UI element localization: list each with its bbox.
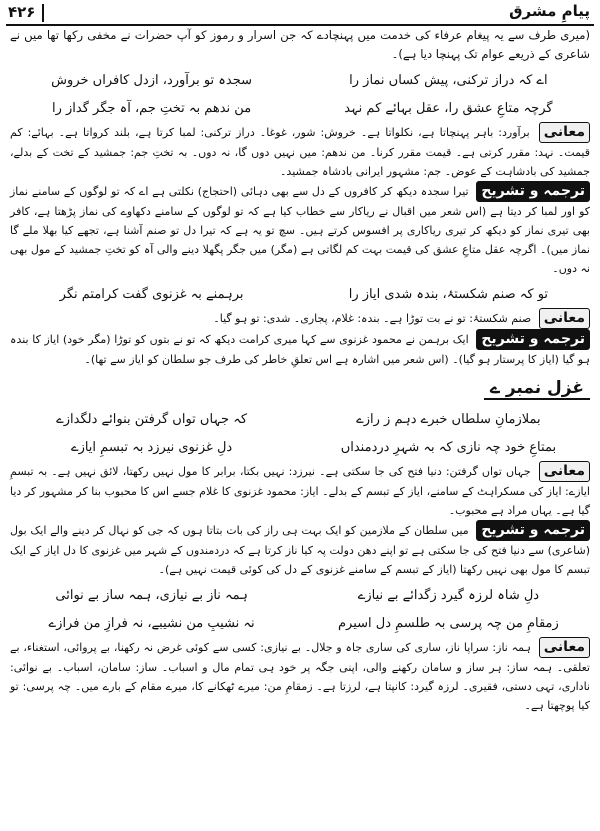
meanings-paragraph bbox=[10, 637, 590, 715]
verse-line: ہمہ ناز بے نیازی، ہمہ ساز بے نوائی bbox=[55, 588, 248, 603]
meanings-label: معانی bbox=[539, 308, 590, 329]
verse-line: سجدہ تو برآورد، ازدل کافراں خروش bbox=[51, 73, 253, 88]
verse-couplet bbox=[20, 437, 580, 459]
meanings-paragraph bbox=[10, 122, 590, 181]
translation-label: ترجمہ و تشریح bbox=[476, 329, 590, 350]
translation-paragraph bbox=[10, 329, 590, 369]
header-divider bbox=[42, 4, 44, 22]
verse-couplet bbox=[20, 98, 580, 120]
translation-text: میں سلطان کے ملازمین کو ایک بہت ہی راز کی بات بتاتا ہوں کہ جی کو نہال کر دینے والے ایک بول (شاعری) سے دنیا فتح کی جا سکتی ہے تو اپنے دھن دولت پہ کیا ناز کرتا ہے کہ دردمندوں کے شہر میں غزنوی کا دل ایاز کے ایک تبسم کا مول بھی نہیں رکھتا (ایاز کے تبسم کے سامنے غزنوی کے دل کی کوئی قیمت نہیں ہے)۔ bbox=[10, 524, 590, 576]
book-title: پیامِ مشرق bbox=[509, 2, 590, 20]
ghazal-heading-row bbox=[6, 377, 590, 403]
verse-line: زمقامِ من چہ پرسی بہ طلسمِ دل اسیرم bbox=[338, 616, 559, 631]
verse-line: بملازمانِ سلطاں خبرے دہم ز رازے bbox=[356, 412, 541, 427]
meanings-label: معانی bbox=[539, 637, 590, 658]
meanings-text: صنم شکستۂ: تو نے بت توڑا ہے۔ بندہ: غلام، پجاری۔ شدی: تو ہو گیا۔ bbox=[213, 312, 532, 325]
translation-text: تیرا سجدہ دیکھ کر کافروں کے دل سے بھی دہائی (احتجاج) نکلتی ہے اے کہ تو لوگوں کے سامنے نماز کو اور لمبا کر دیتا ہے (اس شعر میں اقبال نے ریاکار سے خطاب کیا ہے کہ تو لوگوں کے سامنے دکھاوے کی نماز پڑھتا ہے، کافر بھی تیری نماز کو دیکھ کر تیری ریاکاری پر افسوس کرتے ہیں۔ سچ تو یہ ہے کہ تیرا دل تو صنم آشنا ہے، تجھے کیا بھلا ملے گا نماز میں)۔ اگرچہ عقل متاعِ عشق کی قیمت بہت کم لگاتی ہے (مگر) میں جگر پگھلا دینے والی آہ کو تختِ جمشید کے مول بھی نہ دوں۔ bbox=[10, 185, 590, 275]
translation-text: ایک برہمن نے محمود غزنوی سے کہا میری کرامت دیکھ کہ تو نے بتوں کو توڑا (مگر خود) ایاز کا بندہ ہو گیا (ایاز کا پرستار ہو گیا)۔ (اس شعر میں اشارہ ہے اس تعلقِ خاطر کی طرف جو سلطان کو ایاز سے تھا)۔ bbox=[10, 333, 590, 366]
verse-line: دلِ شاہ لرزہ گیرد زگدائے بے نیازے bbox=[357, 588, 540, 603]
meanings-label: معانی bbox=[539, 122, 590, 143]
meanings-paragraph bbox=[10, 308, 590, 329]
translation-label: ترجمہ و تشریح bbox=[476, 520, 590, 541]
verse-couplet bbox=[20, 409, 580, 431]
verse-couplet bbox=[20, 613, 580, 635]
translation-paragraph bbox=[10, 181, 590, 278]
verse-couplet bbox=[20, 585, 580, 607]
verse-line: نہ نشیبِ من نشیبے، نہ فرازِ من فرازے bbox=[48, 616, 255, 631]
verse-couplet bbox=[20, 70, 580, 92]
meanings-text: ہمہ ناز: سراپا ناز، ساری کی ساری جاہ و جلال۔ بے نیازی: کسی سے کوئی غرض نہ رکھنا، بے پروائی، استغناء، بے تعلقی۔ ہمہ ساز: ہر ساز و سامان رکھنے والی، اپنی جگہ پر خود ہی تمام مال و اسباب۔ ساز: سامان، اسباب۔ بے نوائی: ناداری، تہی دستی، فقیری۔ لرزہ گیرد: کانپتا ہے، لرزتا ہے۔ زمقامِ من: میرے ٹھکانے کا، میرے مقام کے بارے میں۔ چہ پرسی: تو کیا پوچھتا ہے۔ bbox=[10, 641, 590, 712]
translation-paragraph bbox=[10, 520, 590, 579]
meanings-paragraph bbox=[10, 461, 590, 520]
ghazal-heading: غزل نمبر ے bbox=[484, 377, 590, 400]
verse-line: گرچہ متاعِ عشق را، عقل بہائے کم نہد bbox=[344, 101, 553, 116]
page-number: ۴۲۶ bbox=[8, 3, 36, 21]
page-body bbox=[6, 26, 594, 715]
running-header bbox=[6, 2, 594, 26]
meanings-text: برآورد: باہر پہنچاتا ہے، نکلواتا ہے۔ خروش: شور، غوغا۔ دراز ترکنی: لمبا کرتا ہے، بلند کرواتا ہے۔ بہائے: کم قیمت۔ نہد: مقرر کرتی ہے۔ قیمت مقرر کرنا۔ من ندھم: میں نہیں دوں گا، نہ دوں۔ بہ تختِ جم: جمشید کے تخت کے بدلے، جمشید کی بادشاہت کے عوض۔ جم: مشہور ایرانی بادشاہ جمشید۔ bbox=[10, 126, 590, 178]
verse-line: برہمنے بہ غزنوی گفت کرامتم نگر bbox=[59, 287, 244, 302]
verse-line: بمتاعِ خود چہ نازی کہ بہ شہرِ دردمنداں bbox=[340, 440, 557, 455]
page bbox=[6, 2, 594, 829]
verse-couplet bbox=[20, 284, 580, 306]
translation-label: ترجمہ و تشریح bbox=[476, 181, 590, 202]
verse-line: تو کہ صنم شکستۂ، بندہ شدی ایاز را bbox=[348, 287, 549, 302]
verse-line: اے کہ دراز ترکنی، پیش کساں نماز را bbox=[349, 73, 548, 88]
meanings-text: جہاں تواں گرفتن: دنیا فتح کی جا سکتی ہے۔ نیرزد: نہیں بکتا، برابر کا مول نہیں رکھتا، لائق نہیں ہے۔ بہ تبسمِ ایازے: ایاز کی مسکراہٹ کے سامنے، ایاز کے تبسم کے بدلے۔ ایاز: محمود غزنوی کا غلام جسے اس کا محبوب بنا کر مشہور کر دیا گیا ہے۔ یہاں مراد ہے محبوب۔ bbox=[10, 465, 590, 517]
intro-paragraph: (میری طرف سے یہ پیغام عرفاء کی خدمت میں پہنچادے کہ جن اسرار و رموز کو آپ حضرات نے مخفی رکھا تھا میں نے شاعری کے ذریعے عوام تک پہنچا دیا ہے)۔ bbox=[10, 28, 590, 61]
meanings-label: معانی bbox=[539, 461, 590, 482]
verse-line: دلِ غزنوی نیرزد بہ تبسمِ ایازے bbox=[70, 440, 233, 455]
verse-line: کہ جہاں تواں گرفتن بنوائے دلگدازے bbox=[56, 412, 248, 427]
verse-line: من ندھم بہ تختِ جم، آہ جگر گداز را bbox=[52, 101, 252, 116]
